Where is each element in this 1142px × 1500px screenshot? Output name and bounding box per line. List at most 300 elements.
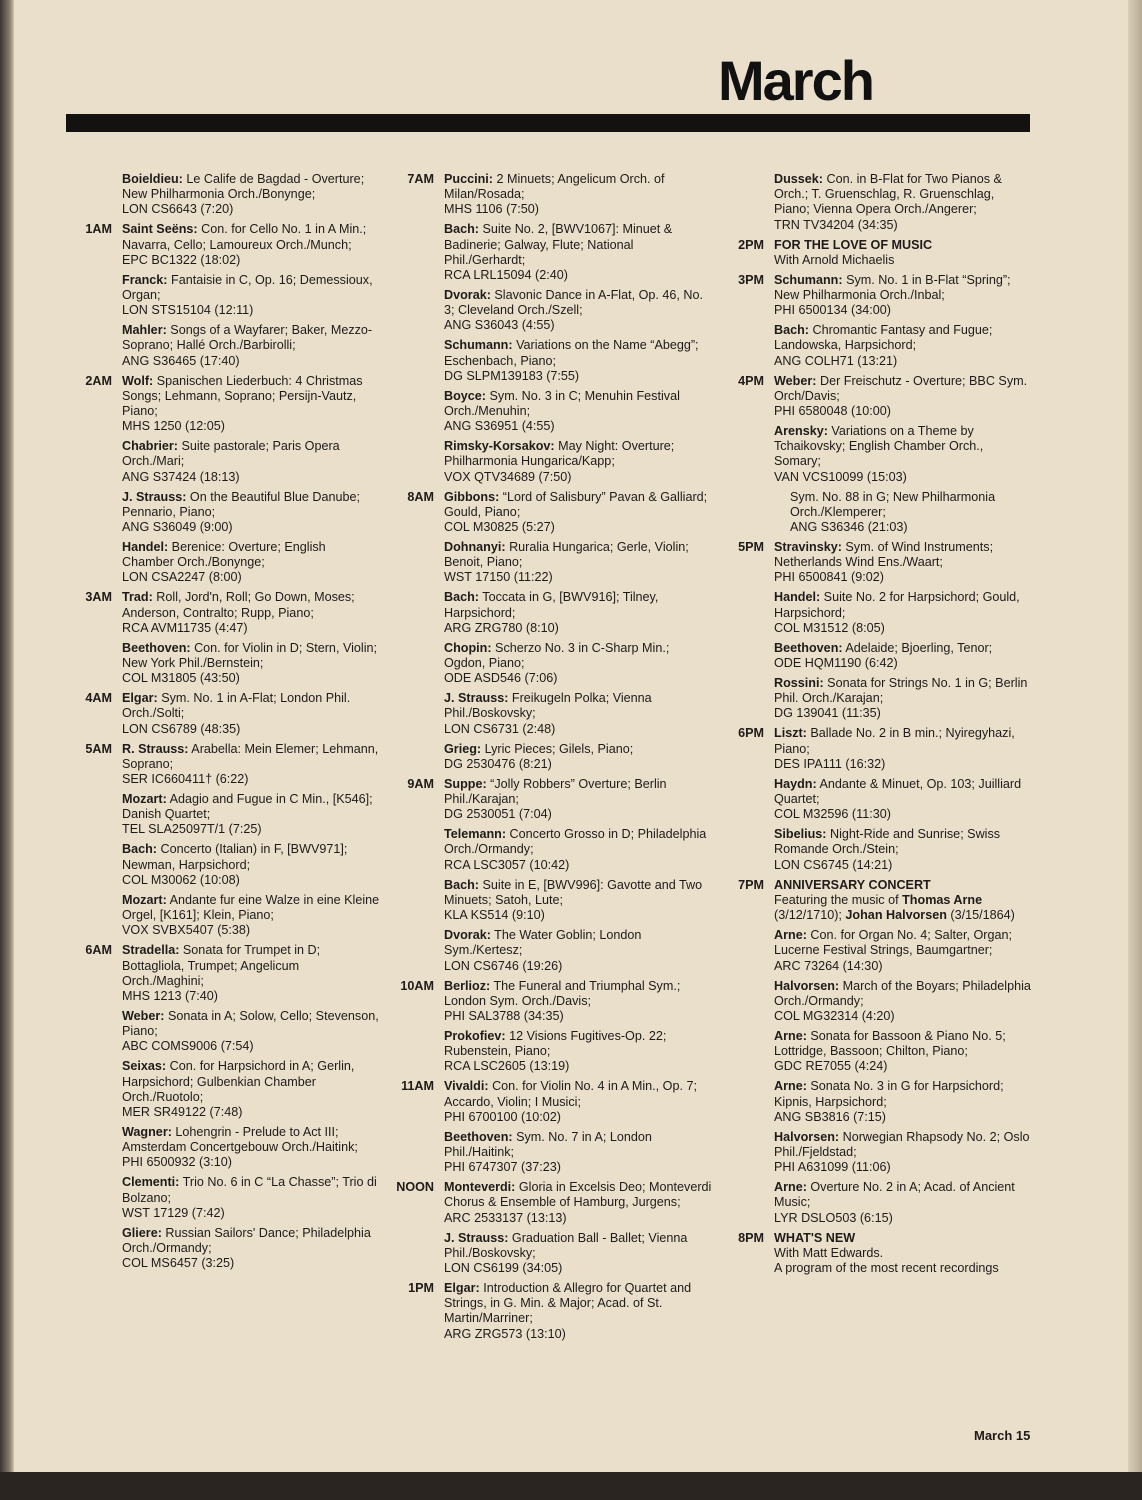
- listing-entry: [444, 439, 714, 485]
- record-number: LYR DSLO503 (6:15): [774, 1210, 893, 1225]
- time-slot: [74, 172, 380, 218]
- listing-entry: [122, 439, 380, 485]
- time-label: 10AM: [400, 978, 434, 993]
- record-number: SER IC660411† (6:22): [122, 772, 249, 787]
- listing-entry: [444, 641, 714, 687]
- work-description: Sonata for Strings No. 1 in G; Berlin Phil. Orch./Karajan;: [774, 676, 1028, 706]
- composer-name: Franck:: [122, 272, 168, 287]
- listing-entry: [444, 590, 714, 636]
- time-slot: [74, 590, 380, 686]
- composer-name: Stradella:: [122, 943, 180, 958]
- listing-entry: [122, 691, 380, 737]
- schedule-column-2: [396, 172, 714, 1347]
- record-number: ABC COMS9006 (7:54): [122, 1039, 254, 1054]
- composer-name: Chabrier:: [122, 439, 178, 454]
- time-label: 3PM: [738, 272, 764, 287]
- work-description: Gloria in Excelsis Deo; Monteverdi Chorus & Ensemble of Hamburg, Jurgens;: [444, 1180, 712, 1210]
- work-description: May Night: Overture; Philharmonia Hungarica/Kapp;: [444, 439, 675, 469]
- program-host: With Arnold Michaelis: [774, 252, 895, 267]
- work-description: Sym. No. 88 in G; New Philharmonia Orch./Klemperer;: [790, 489, 996, 519]
- feature-date: (3/12/1710);: [774, 908, 846, 923]
- work-description: 12 Visions Fugitives-Op. 22; Rubenstein, Piano;: [444, 1028, 667, 1059]
- work-description: Night-Ride and Sunrise; Swiss Romande Orch./Stein;: [774, 827, 1001, 857]
- listing-entry: [444, 777, 714, 823]
- work-description: Sonata for Bassoon & Piano No. 5; Lottridge, Bassoon; Chilton, Piano;: [774, 1028, 1006, 1059]
- record-number: TEL SLA25097T/1 (7:25): [122, 822, 262, 837]
- time-slot: [74, 742, 380, 939]
- composer-name: Clementi:: [122, 1175, 180, 1190]
- composer-name: Schumann:: [444, 338, 513, 353]
- listing-entry: [444, 490, 714, 536]
- featured-composer: Thomas Arne: [902, 892, 983, 907]
- listing-entry: [774, 726, 1032, 772]
- composer-name: Halvorsen:: [774, 1129, 840, 1144]
- listing-entry: [774, 1130, 1032, 1176]
- record-number: COL MG32314 (4:20): [774, 1008, 895, 1023]
- record-number: LON CS6643 (7:20): [122, 202, 234, 217]
- listing-entry: [122, 842, 380, 888]
- record-number: KLA KS514 (9:10): [444, 908, 545, 923]
- listing-entry: [444, 1079, 714, 1125]
- listing-entry: [774, 490, 1032, 536]
- record-number: PHI 6747307 (37:23): [444, 1160, 561, 1175]
- listing-entry: [122, 490, 380, 536]
- composer-name: J. Strauss:: [444, 691, 509, 706]
- composer-name: Handel:: [774, 590, 821, 605]
- record-number: COL M32596 (11:30): [774, 807, 891, 822]
- record-number: ARC 2533137 (13:13): [444, 1210, 567, 1225]
- composer-name: Bach:: [122, 842, 157, 857]
- listing-entry: [444, 1231, 714, 1277]
- listing-entry: [774, 641, 1032, 671]
- work-description: Con. for Cello No. 1 in A Min.; Navarra, Cello; Lamoureux Orch./Munch;: [122, 222, 367, 252]
- composer-name: Stravinsky:: [774, 540, 842, 555]
- time-label: 7AM: [407, 172, 434, 186]
- work-description: Con. in B-Flat for Two Pianos & Orch.; T. Gruenschlag, R. Gruenschlag, Piano; Vienna Opera Orch./Angerer;: [774, 172, 1002, 217]
- listing-entry: [774, 928, 1032, 974]
- composer-name: Telemann:: [444, 827, 507, 842]
- page-number-footer: March 15: [974, 1428, 1031, 1443]
- listing-entry: [122, 590, 380, 636]
- record-number: MHS 1106 (7:50): [444, 202, 539, 217]
- listing-entry: [444, 742, 714, 772]
- composer-name: Wolf:: [122, 373, 154, 388]
- listing-entry: [122, 540, 380, 586]
- work-description: Con. for Violin in D; Stern, Violin; New York Phil./Bernstein;: [122, 640, 378, 671]
- record-number: MHS 1250 (12:05): [122, 419, 225, 434]
- program-host: With Matt Edwards.: [774, 1245, 884, 1260]
- listing-entry: [774, 676, 1032, 722]
- time-slot: [396, 777, 714, 974]
- time-label: 9AM: [407, 776, 434, 791]
- work-description: Adagio and Fugue in C Min., [K546]; Danish Quartet;: [122, 792, 373, 822]
- listing-entry: [444, 827, 714, 873]
- work-description: On the Beautiful Blue Danube; Pennario, Piano;: [122, 489, 361, 519]
- listing-entry: [774, 238, 1032, 268]
- time-label: 8PM: [738, 1230, 764, 1245]
- listing-entry: [774, 1029, 1032, 1075]
- listing-entry: [774, 1231, 1032, 1277]
- record-number: DG 2530051 (7:04): [444, 807, 552, 822]
- featured-composer: Johan Halvorsen: [845, 908, 947, 923]
- composer-name: Dohnanyi:: [444, 540, 506, 555]
- listing-entry: [444, 389, 714, 435]
- listing-entry: [122, 323, 380, 369]
- listing-entry: [444, 338, 714, 384]
- work-description: Sonata No. 3 in G for Harpsichord; Kipnis, Harpsichord;: [774, 1079, 1004, 1109]
- feature-lead: Featuring the music of: [774, 892, 903, 907]
- record-number: COL M31512 (8:05): [774, 620, 885, 635]
- bottom-shadow: [0, 1472, 1142, 1500]
- composer-name: Rimsky-Korsakov:: [444, 439, 555, 454]
- composer-name: Prokofiev:: [444, 1028, 506, 1043]
- record-number: COL M31805 (43:50): [122, 671, 240, 686]
- time-label: 1PM: [408, 1280, 434, 1295]
- record-number: ANG SB3816 (7:15): [774, 1109, 887, 1124]
- work-description: Roll, Jord'n, Roll; Go Down, Moses; Anderson, Contralto; Rupp, Piano;: [122, 590, 355, 620]
- composer-name: Sibelius:: [774, 827, 827, 842]
- work-description: Spanischen Liederbuch: 4 Christmas Songs; Lehmann, Soprano; Persijn-Vautz, Piano;: [122, 373, 363, 419]
- program-title: WHAT'S NEW: [774, 1230, 856, 1245]
- listing-entry: [774, 323, 1032, 369]
- work-description: Variations on the Name “Abegg”; Eschenbach, Piano;: [444, 338, 699, 368]
- work-description: “Lord of Salisbury” Pavan & Galliard; Gould, Piano;: [444, 489, 708, 519]
- time-label: 8AM: [407, 489, 434, 504]
- work-description: Songs of a Wayfarer; Baker, Mezzo-Soprano; Hallé Orch./Barbirolli;: [122, 323, 373, 353]
- work-description: Chromantic Fantasy and Fugue; Landowska, Harpsichord;: [774, 323, 993, 353]
- composer-name: Haydn:: [774, 776, 817, 791]
- work-description: Fantaisie in C, Op. 16; Demessioux, Organ;: [122, 272, 373, 303]
- record-number: ANG S36346 (21:03): [790, 520, 908, 535]
- listing-entry: [122, 1125, 380, 1171]
- record-number: PHI 6500932 (3:10): [122, 1155, 232, 1170]
- work-description: Con. for Violin No. 4 in A Min., Op. 7; Accardo, Violin; I Musici;: [444, 1079, 697, 1109]
- record-number: LON CS6746 (19:26): [444, 958, 563, 973]
- composer-name: Schumann:: [774, 272, 843, 287]
- record-number: MHS 1213 (7:40): [122, 988, 218, 1003]
- record-number: ODE ASD546 (7:06): [444, 671, 558, 686]
- work-description: Ballade No. 2 in B min.; Nyiregyhazi, Piano;: [774, 726, 1015, 756]
- work-description: Sonata for Trumpet in D; Bottagliola, Trumpet; Angelicum Orch./Maghini;: [122, 943, 321, 988]
- work-description: Con. for Harpsichord in A; Gerlin, Harpsichord; Gulbenkian Chamber Orch./Ruotolo;: [122, 1059, 355, 1104]
- listing-entry: [444, 1029, 714, 1075]
- composer-name: Liszt:: [774, 726, 807, 741]
- record-number: RCA LSC2605 (13:19): [444, 1059, 570, 1074]
- schedule-column-3: [726, 172, 1032, 1281]
- schedule-column-1: [74, 172, 380, 1276]
- time-slot: [726, 726, 1032, 872]
- record-number: VAN VCS10099 (15:03): [774, 469, 907, 484]
- work-description: Norwegian Rhapsody No. 2; Oslo Phil./Fjeldstad;: [774, 1129, 1030, 1159]
- time-label: NOON: [396, 1180, 434, 1195]
- composer-name: Arne:: [774, 1180, 807, 1195]
- program-note: A program of the most recent recordings: [774, 1260, 999, 1275]
- time-slot: [726, 1231, 1032, 1277]
- time-label: 4PM: [738, 373, 764, 388]
- listing-entry: [122, 1059, 380, 1120]
- time-label: 6PM: [738, 726, 764, 741]
- work-description: Der Freischutz - Overture; BBC Sym. Orch/Davis;: [774, 373, 1028, 403]
- work-description: Sym. No. 1 in A-Flat; London Phil. Orch./Solti;: [122, 691, 351, 721]
- time-slot: [726, 172, 1032, 233]
- month-title: March: [718, 49, 873, 112]
- listing-entry: [774, 878, 1032, 924]
- record-number: TRN TV34204 (34:35): [774, 217, 898, 232]
- listing-entry: [774, 1079, 1032, 1125]
- time-label: 5PM: [738, 540, 764, 555]
- record-number: WST 17129 (7:42): [122, 1205, 225, 1220]
- time-slot: [74, 691, 380, 737]
- listing-entry: [774, 827, 1032, 873]
- record-number: ANG COLH71 (13:21): [774, 353, 898, 368]
- composer-name: Mozart:: [122, 792, 167, 807]
- composer-name: Dvorak:: [444, 928, 491, 943]
- work-description: March of the Boyars; Philadelphia Orch./Ormandy;: [774, 978, 1031, 1008]
- composer-name: Halvorsen:: [774, 978, 840, 993]
- composer-name: Rossini:: [774, 676, 824, 691]
- work-description: Andante fur eine Walze in eine Kleine Orgel, [K161]; Klein, Piano;: [122, 892, 380, 923]
- work-description: Sym. No. 1 in B-Flat “Spring”; New Philharmonia Orch./Inbal;: [774, 272, 1011, 303]
- listing-entry: [774, 979, 1032, 1025]
- composer-name: Mozart:: [122, 892, 167, 907]
- work-description: Variations on a Theme by Tchaikovsky; English Chamber Orch., Somary;: [774, 424, 984, 469]
- record-number: PHI 6500134 (34:00): [774, 303, 891, 318]
- record-number: LON CS6731 (2:48): [444, 721, 556, 736]
- time-slot: [726, 273, 1032, 369]
- time-label: 7PM: [738, 877, 764, 892]
- listing-entry: [444, 1130, 714, 1176]
- listing-entry: [122, 893, 380, 939]
- listing-entry: [122, 943, 380, 1004]
- composer-name: Berlioz:: [444, 978, 491, 993]
- work-description: Introduction & Allegro for Quartet and Strings, in G. Min. & Major; Acad. of St. Martin/Marriner;: [444, 1280, 692, 1326]
- work-description: Suite No. 2, [BWV1067]: Minuet & Badinerie; Galway, Flute; National Phil./Gerhardt;: [444, 222, 673, 267]
- composer-name: Handel:: [122, 540, 169, 555]
- work-description: Russian Sailors' Dance; Philadelphia Orch./Ormandy;: [122, 1225, 371, 1255]
- listing-entry: [774, 273, 1032, 319]
- listing-entry: [122, 1175, 380, 1221]
- work-description: Lyric Pieces; Gilels, Piano;: [481, 741, 634, 756]
- work-description: Freikugeln Polka; Vienna Phil./Boskovsky;: [444, 691, 652, 721]
- composer-name: Arensky:: [774, 424, 828, 439]
- work-description: The Water Goblin; London Sym./Kertesz;: [444, 928, 642, 958]
- record-number: PHI 6700100 (10:02): [444, 1109, 561, 1124]
- time-slot: [396, 1180, 714, 1276]
- work-description: Trio No. 6 in C “La Chasse”; Trio di Bolzano;: [122, 1175, 377, 1205]
- time-slot: [396, 979, 714, 1075]
- record-number: PHI SAL3788 (34:35): [444, 1008, 564, 1023]
- composer-name: Chopin:: [444, 640, 492, 655]
- composer-name: Grieg:: [444, 741, 482, 756]
- composer-name: Trad:: [122, 590, 153, 605]
- work-description: Concerto Grosso in D; Philadelphia Orch./Ormandy;: [444, 827, 707, 857]
- record-number: VOX QTV34689 (7:50): [444, 469, 572, 484]
- composer-name: Weber:: [774, 373, 817, 388]
- listing-entry: [122, 374, 380, 435]
- composer-name: J. Strauss:: [444, 1230, 509, 1245]
- work-description: Slavonic Dance in A-Flat, Op. 46, No. 3; Cleveland Orch./Szell;: [444, 288, 704, 318]
- composer-name: Bach:: [774, 323, 809, 338]
- time-label: 2AM: [85, 373, 112, 388]
- composer-name: Suppe:: [444, 776, 487, 791]
- record-number: ANG S36043 (4:55): [444, 318, 555, 333]
- work-description: Overture No. 2 in A; Acad. of Ancient Music;: [774, 1180, 1015, 1210]
- work-description: Lohengrin - Prelude to Act III; Amsterdam Concertgebouw Orch./Haitink;: [122, 1124, 358, 1155]
- listing-entry: [444, 979, 714, 1025]
- time-slot: [726, 878, 1032, 1226]
- composer-name: Monteverdi:: [444, 1180, 516, 1195]
- record-number: ARG ZRG573 (13:10): [444, 1326, 566, 1341]
- composer-name: Saint Seëns:: [122, 222, 198, 237]
- time-slot: [726, 374, 1032, 536]
- work-description: 2 Minuets; Angelicum Orch. of Milan/Rosada;: [444, 172, 665, 202]
- composer-name: Seixas:: [122, 1059, 167, 1074]
- time-slot: [74, 943, 380, 1271]
- record-number: ANG S37424 (18:13): [122, 469, 240, 484]
- composer-name: Bach:: [444, 877, 479, 892]
- composer-name: R. Strauss:: [122, 741, 189, 756]
- work-description: Arabella: Mein Elemer; Lehmann, Soprano;: [122, 741, 379, 771]
- time-label: 3AM: [85, 590, 112, 605]
- listing-entry: [774, 374, 1032, 420]
- composer-name: Arne:: [774, 1028, 807, 1043]
- record-number: RCA LSC3057 (10:42): [444, 857, 570, 872]
- composer-name: Dvorak:: [444, 288, 491, 303]
- listing-entry: [774, 172, 1032, 233]
- feature-date: (3/15/1864): [946, 908, 1015, 923]
- composer-name: J. Strauss:: [122, 489, 187, 504]
- composer-name: Boieldieu:: [122, 172, 183, 186]
- record-number: ANG S36951 (4:55): [444, 419, 555, 434]
- composer-name: Mahler:: [122, 323, 167, 338]
- time-slot: [396, 490, 714, 772]
- time-label: 11AM: [401, 1079, 434, 1094]
- listing-entry: [122, 641, 380, 687]
- work-description: Le Calife de Bagdad - Overture; New Philharmonia Orch./Bonynge;: [122, 172, 365, 202]
- composer-name: Weber:: [122, 1008, 165, 1023]
- listing-entry: [444, 540, 714, 586]
- record-number: GDC RE7055 (4:24): [774, 1059, 888, 1074]
- work-description: Berenice: Overture; English Chamber Orch./Bonynge;: [122, 540, 326, 570]
- record-number: DG SLPM139183 (7:55): [444, 368, 580, 383]
- time-slot: [396, 1281, 714, 1342]
- composer-name: Arne:: [774, 1079, 807, 1094]
- composer-name: Vivaldi:: [444, 1079, 489, 1094]
- work-description: Sym. No. 3 in C; Menuhin Festival Orch./Menuhin;: [444, 388, 680, 419]
- record-number: PHI A631099 (11:06): [774, 1160, 891, 1175]
- time-slot: [726, 238, 1032, 268]
- listing-entry: [122, 222, 380, 268]
- record-number: EPC BC1322 (18:02): [122, 252, 241, 267]
- record-number: DES IPA111 (16:32): [774, 756, 886, 771]
- composer-name: Bach:: [444, 222, 479, 237]
- listing-entry: [122, 1009, 380, 1055]
- listing-entry: [444, 288, 714, 334]
- composer-name: Gliere:: [122, 1225, 162, 1240]
- title-rule: [66, 114, 1030, 132]
- record-number: LON CS6789 (48:35): [122, 721, 241, 736]
- composer-name: Wagner:: [122, 1124, 172, 1139]
- time-slot: [74, 222, 380, 368]
- work-description: Sym. No. 7 in A; London Phil./Haitink;: [444, 1129, 652, 1159]
- record-number: ANG S36049 (9:00): [122, 520, 233, 535]
- listing-entry: [444, 222, 714, 283]
- work-description: Con. for Organ No. 4; Salter, Organ; Lucerne Festival Strings, Baumgartner;: [774, 928, 1012, 958]
- record-number: DG 2530476 (8:21): [444, 756, 552, 771]
- listing-entry: [122, 792, 380, 838]
- record-number: COL M30062 (10:08): [122, 872, 240, 887]
- page-binding-edge: [0, 0, 14, 1500]
- work-description: Concerto (Italian) in F, [BWV971]; Newman, Harpsichord;: [122, 842, 348, 872]
- time-label: 4AM: [85, 691, 112, 706]
- work-description: Ruralia Hungarica; Gerle, Violin; Benoit, Piano;: [444, 540, 689, 570]
- work-description: Suite No. 2 for Harpsichord; Gould, Harpsichord;: [774, 590, 1020, 620]
- work-description: Scherzo No. 3 in C-Sharp Min.; Ogdon, Piano;: [444, 640, 670, 671]
- listing-entry: [444, 172, 714, 218]
- record-number: WST 17150 (11:22): [444, 570, 553, 585]
- record-number: RCA LRL15094 (2:40): [444, 268, 568, 283]
- time-label: 1AM: [85, 222, 112, 237]
- record-number: ODE HQM1190 (6:42): [774, 656, 898, 671]
- record-number: PHI 6500841 (9:02): [774, 570, 884, 585]
- time-slot: [396, 1079, 714, 1175]
- program-title: ANNIVERSARY CONCERT: [774, 877, 931, 892]
- time-label: 6AM: [85, 943, 112, 958]
- composer-name: Dussek:: [774, 172, 823, 186]
- listing-entry: [444, 1281, 714, 1342]
- composer-name: Gibbons:: [444, 489, 500, 504]
- time-slot: [74, 374, 380, 586]
- page-right-edge: [1128, 0, 1142, 1500]
- time-label: 2PM: [738, 237, 764, 252]
- record-number: PHI 6580048 (10:00): [774, 404, 891, 419]
- composer-name: Beethoven:: [774, 640, 843, 655]
- composer-name: Elgar:: [122, 691, 158, 706]
- composer-name: Boyce:: [444, 388, 486, 403]
- listing-entry: [774, 777, 1032, 823]
- listing-entry: [122, 742, 380, 788]
- listing-entry: [774, 540, 1032, 586]
- record-number: LON STS15104 (12:11): [122, 303, 254, 318]
- composer-name: Puccini:: [444, 172, 493, 186]
- record-number: ARC 73264 (14:30): [774, 958, 883, 973]
- listing-entry: [444, 1180, 714, 1226]
- listing-entry: [444, 878, 714, 924]
- composer-name: Beethoven:: [444, 1129, 513, 1144]
- work-description: Adelaide; Bjoerling, Tenor;: [842, 640, 993, 655]
- work-description: Sym. of Wind Instruments; Netherlands Wind Ens./Waart;: [774, 540, 994, 570]
- record-number: VOX SVBX5407 (5:38): [122, 923, 251, 938]
- composer-name: Bach:: [444, 590, 479, 605]
- record-number: MER SR49122 (7:48): [122, 1104, 243, 1119]
- record-number: ARG ZRG780 (8:10): [444, 620, 559, 635]
- listing-entry: [774, 1180, 1032, 1226]
- record-number: DG 139041 (11:35): [774, 706, 881, 721]
- work-description: Sonata in A; Solow, Cello; Stevenson, Piano;: [122, 1008, 379, 1039]
- time-slot: [396, 172, 714, 485]
- listing-entry: [774, 424, 1032, 485]
- composer-name: Beethoven:: [122, 640, 191, 655]
- composer-name: Elgar:: [444, 1280, 480, 1295]
- work-description: Andante & Minuet, Op. 103; Juilliard Quartet;: [774, 776, 1022, 807]
- listing-entry: [122, 1226, 380, 1272]
- listing-entry: [122, 273, 380, 319]
- record-number: LON CS6199 (34:05): [444, 1260, 563, 1275]
- listing-entry: [774, 590, 1032, 636]
- work-description: Graduation Ball - Ballet; Vienna Phil./Boskovsky;: [444, 1230, 688, 1260]
- work-description: The Funeral and Triumphal Sym.; London Sym. Orch./Davis;: [444, 978, 681, 1008]
- record-number: ANG S36465 (17:40): [122, 353, 240, 368]
